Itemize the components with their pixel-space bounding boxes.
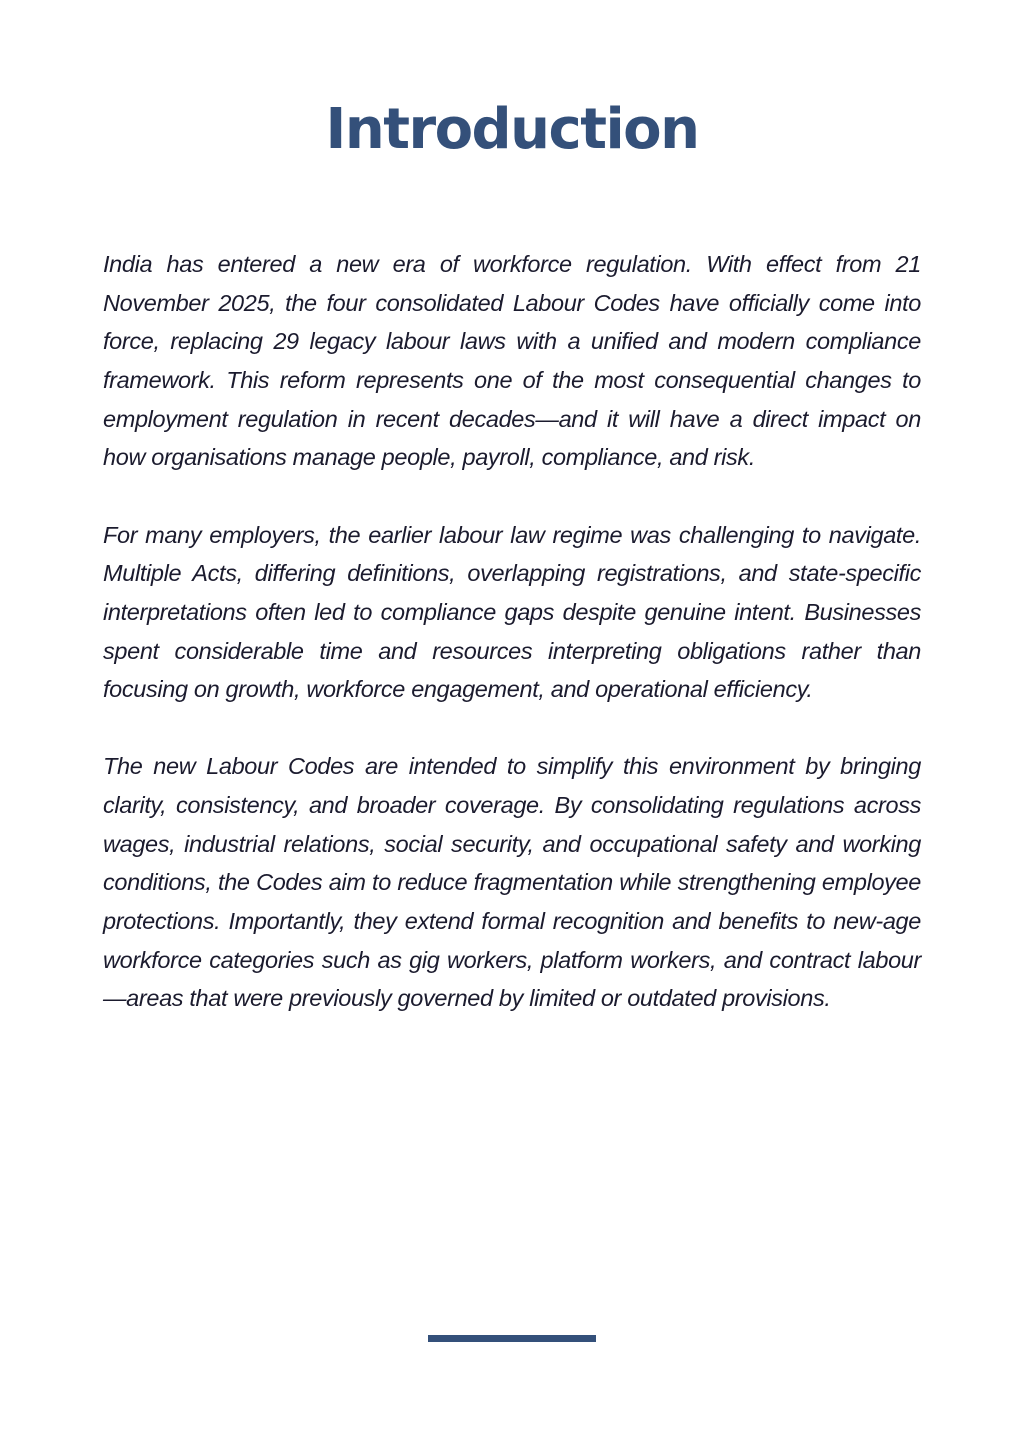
paragraph-new-codes: The new Labour Codes are intended to simplify this environment by bringing clarity, consistency, and broader coverage. By consolidating regulations across wages, industrial relations, social security, and occupational safety and working conditions, the Codes aim to reduce fragmentation while strengthening employee protections. Importantly, they extend formal recognition and benefits to new-age workforce categories such as gig workers, platform workers, and contract labour—areas that were previously governed by limited or outdated provisions.	[103, 753, 921, 1012]
footer-divider	[428, 1335, 596, 1342]
body-text	[103, 245, 921, 1057]
paragraph-earlier-regime: For many employers, the earlier labour law regime was challenging to navigate. Multiple Acts, differing definitions, overlapping registrations, and state-specific interpretations often led to compliance gaps despite genuine intent. Businesses spent considerable time and resources interpreting obligations rather than focusing on growth, workforce engagement, and operational efficiency.	[103, 521, 921, 703]
paragraph-intro: India has entered a new era of workforce regulation. With effect from 21 November 2025, the four consolidated Labour Codes have officially come into force, replacing 29 legacy labour laws with a unified and modern compliance framework. This reform represents one of the most consequential changes to employment regulation in recent decades—and it will have a direct impact on how organisations manage people, payroll, compliance, and risk.	[103, 251, 921, 471]
page-title: Introduction	[325, 97, 699, 162]
